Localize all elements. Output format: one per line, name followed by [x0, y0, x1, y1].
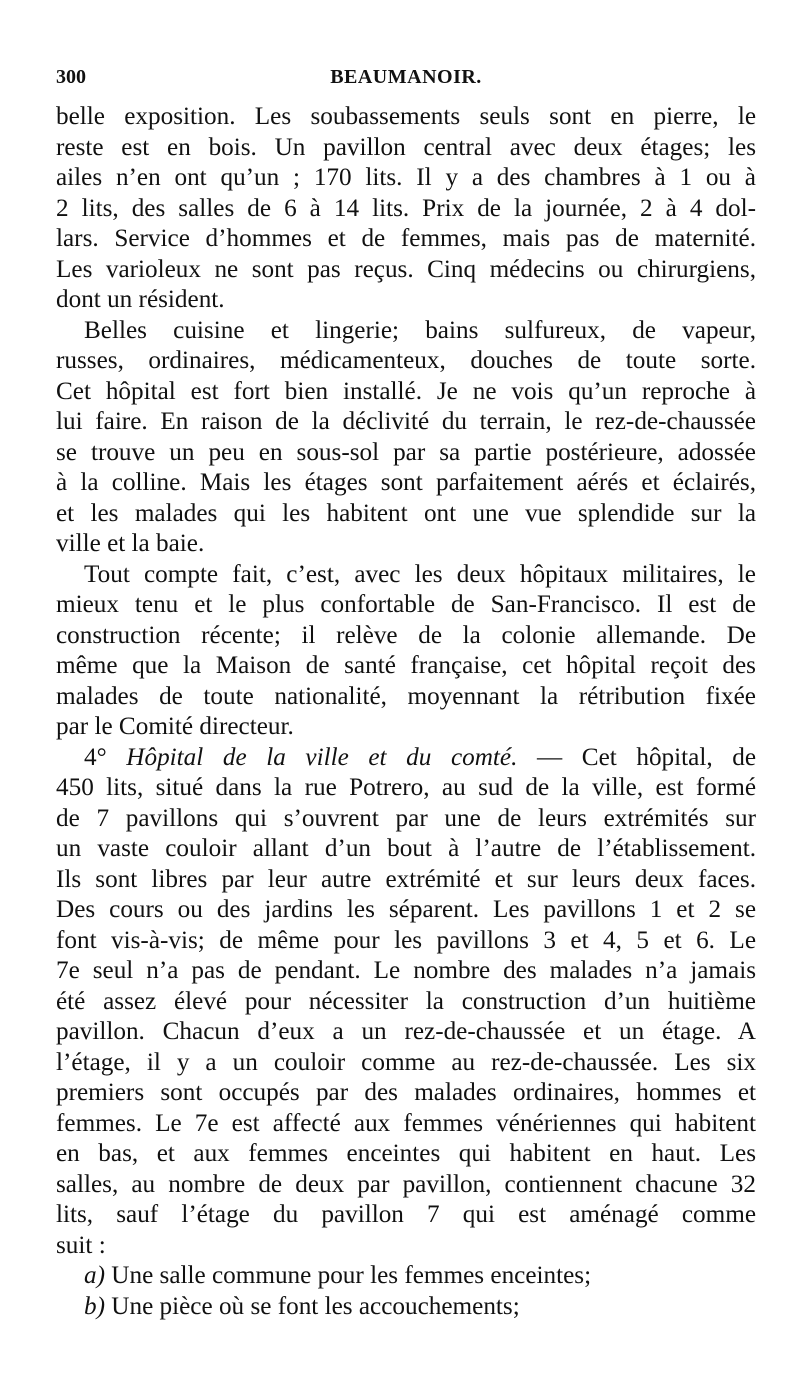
text-line: Des cours ou des jardins les séparent. Les pavillons 1 et 2 se: [56, 896, 756, 923]
list-item: [56, 1292, 756, 1323]
text-line: belle exposition. Les soubassements seuls sont en pierre, le: [56, 103, 756, 130]
text-line: lars. Service d’hommes et de femmes, mais pas de maternité.: [56, 225, 756, 252]
text-line: en bas, et aux femmes enceintes qui habitent en haut. Les: [56, 1140, 756, 1167]
text-line: construction récente; il relève de la colonie allemande. De: [56, 621, 756, 649]
section-number: 4°: [84, 743, 107, 771]
list-marker: b): [84, 1292, 105, 1320]
text-line: Les varioleux ne sont pas reçus. Cinq médecins ou chirurgiens,: [56, 255, 756, 283]
text-line: un vaste couloir allant d’un bout à l’autre de l’établissement.: [56, 835, 756, 862]
text-line: [56, 743, 756, 774]
text-line: femmes. Le 7e est affecté aux femmes vénériennes qui habitent: [56, 1109, 756, 1137]
text-line: lui faire. En raison de la déclivité du terrain, le rez-de-chaussée: [56, 408, 756, 435]
body-text: [56, 102, 756, 1322]
text-line: lits, sauf l’étage du pavillon 7 qui est aménagé comme: [56, 1201, 756, 1228]
text-line: 7e seul n’a pas de pendant. Le nombre des malades n’a jamais: [56, 957, 756, 984]
text-line: ailes n’en ont qu’un ; 170 lits. Il y a des chambres à 1 ou à: [56, 164, 756, 191]
text-line: de 7 pavillons qui s’ouvrent par une de leurs extrémités sur: [56, 804, 756, 832]
page-number: 300: [56, 66, 86, 88]
text-line: salles, au nombre de deux par pavillon, contiennent chacune 32: [56, 1170, 756, 1198]
text-fragment: — Cet hôpital, de: [517, 743, 756, 771]
text-line: et les malades qui les habitent ont une vue splendide sur la: [56, 499, 756, 527]
list-marker: a): [84, 1262, 105, 1289]
text-line: Ils sont libres par leur autre extrémité et sur leurs deux faces.: [56, 865, 756, 893]
text-line: été assez élevé pour nécessiter la construction d’un huitième: [56, 987, 756, 1015]
paragraph-4: [56, 743, 756, 1262]
text-line: à la colline. Mais les étages sont parfaitement aérés et éclairés,: [56, 469, 756, 496]
text-line: même que la Maison de santé française, cet hôpital reçoit des: [56, 652, 756, 679]
list-item-text: Une salle commune pour les femmes enceintes;: [104, 1262, 592, 1289]
paragraph-1: [56, 102, 756, 316]
text-line: se trouve un peu en sous-sol par sa partie postérieure, adossée: [56, 438, 756, 466]
text-line: ville et la baie.: [56, 530, 205, 557]
text-line: dont un résident.: [56, 286, 225, 313]
text-line: premiers sont occupés par des malades ordinaires, hommes et: [56, 1079, 756, 1106]
text-line: malades de toute nationalité, moyennant la rétribution fixée: [56, 682, 756, 710]
paragraph-2: [56, 316, 756, 560]
page-header: [56, 66, 756, 96]
text-line: font vis-à-vis; de même pour les pavillons 3 et 4, 5 et 6. Le: [56, 926, 756, 954]
text-line: Belles cuisine et lingerie; bains sulfureux, de vapeur,: [84, 316, 756, 344]
text-line: reste est en bois. Un pavillon central avec deux étages; les: [56, 133, 756, 161]
paragraph-3: [56, 560, 756, 743]
list-item: [56, 1261, 756, 1292]
text-line: Cet hôpital est fort bien installé. Je ne vois qu’un reproche à: [56, 377, 756, 405]
text-line: mieux tenu et le plus confortable de San-Francisco. Il est de: [56, 591, 756, 618]
text-line: 2 lits, des salles de 6 à 14 lits. Prix de la journée, 2 à 4 dol-: [56, 194, 756, 222]
text-line: suit :: [56, 1231, 106, 1259]
text-line: par le Comité directeur.: [56, 713, 294, 740]
text-line: 450 lits, situé dans la rue Potrero, au sud de la ville, est formé: [56, 774, 756, 801]
text-line: Tout compte fait, c’est, avec les deux hôpitaux militaires, le: [84, 560, 756, 588]
text-line: pavillon. Chacun d’eux a un rez-de-chaussée et un étage. A: [56, 1018, 756, 1045]
text-line: l’étage, il y a un couloir comme au rez-de-chaussée. Les six: [56, 1048, 756, 1076]
list-item-text: Une pièce où se font les accouchements;: [104, 1292, 520, 1320]
text-line: russes, ordinaires, médicamenteux, douches de toute sorte.: [56, 347, 756, 374]
running-head: BEAUMANOIR.: [330, 66, 482, 88]
section-title: Hôpital de la ville et du comté.: [126, 743, 518, 771]
